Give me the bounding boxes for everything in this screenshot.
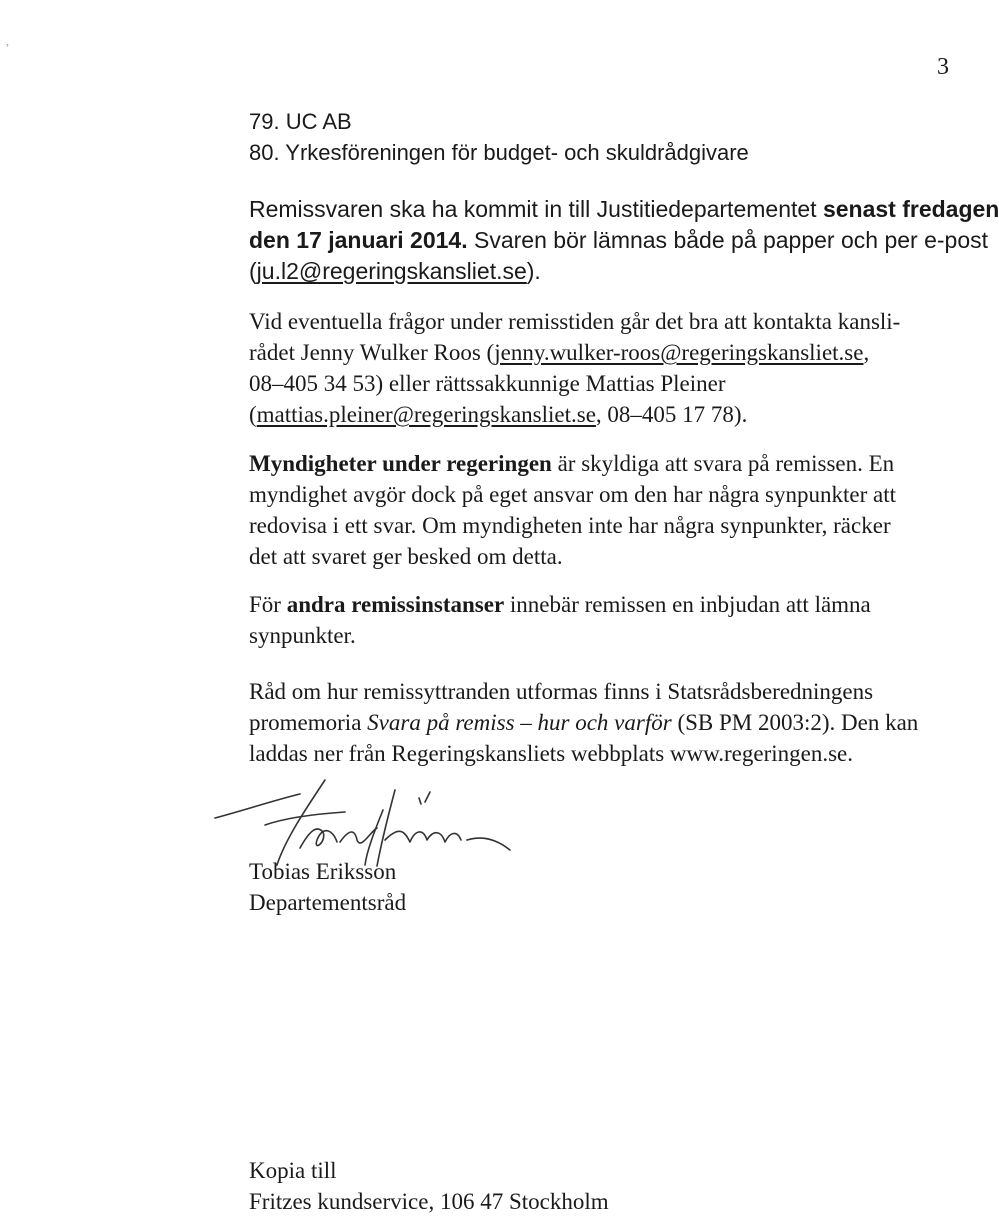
deadline-paragraph — [249, 194, 999, 287]
deadline-text: Svaren bör lämnas både på papper och per e-post — [467, 227, 989, 253]
contact-line: , 08–405 17 78). — [595, 402, 748, 427]
authorities-paragraph — [249, 448, 949, 572]
copy-recipient: Fritzes kundservice, 106 47 Stockholm — [249, 1189, 609, 1214]
contact-line: 08–405 34 53) eller rättssakkunnige Mattias Pleiner — [249, 371, 726, 396]
contact-line: rådet Jenny Wulker Roos ( — [249, 340, 495, 365]
email-link-ju[interactable]: ju.l2@regeringskansliet.se — [256, 258, 527, 284]
email-link-jenny[interactable]: jenny.wulker-roos@regeringskansliet.se — [494, 340, 864, 365]
others-paragraph — [249, 589, 949, 651]
signatory-title: Departementsråd — [249, 890, 407, 915]
punct: , — [863, 340, 870, 365]
advice-line: laddas ner från Regeringskansliets webbplats www.regeringen.se. — [249, 741, 853, 766]
copy-label: Kopia till — [249, 1158, 337, 1183]
paren: ). — [526, 258, 541, 284]
deadline-bold: senast fredagen — [822, 196, 999, 222]
authorities-line: myndighet avgör dock på eget ansvar om den har några synpunkter att — [249, 482, 896, 507]
advice-line: Råd om hur remissyttranden utformas finns i Statsrådsberedningens — [249, 679, 874, 704]
advice-text: (SB PM 2003:2). Den kan — [671, 710, 919, 735]
paren: ( — [249, 258, 257, 284]
signatory-name: Tobias Eriksson — [249, 859, 397, 884]
authorities-line: redovisa i ett svar. Om myndigheten inte har några synpunkter, räcker — [249, 513, 891, 538]
authorities-bold: Myndigheter under regeringen — [249, 451, 552, 476]
contact-line: Vid eventuella frågor under remisstiden går det bra att kontakta kansli- — [249, 309, 901, 334]
remiss-list — [249, 106, 949, 168]
publication-title: Svara på remiss – hur och varför — [367, 710, 672, 735]
authorities-line: det att svaret ger besked om detta. — [249, 544, 563, 569]
email-link-mattias[interactable]: mattias.pleiner@regeringskansliet.se — [256, 402, 596, 427]
others-text: För — [249, 592, 287, 617]
others-line: synpunkter. — [249, 623, 356, 648]
advice-paragraph — [249, 676, 949, 769]
authorities-text: är skyldiga att svara på remissen. En — [551, 451, 895, 476]
others-text: innebär remissen en inbjudan att lämna — [504, 592, 871, 617]
signatory — [249, 856, 949, 918]
page-number: 3 — [937, 54, 949, 80]
deadline-date: den 17 januari 2014. — [249, 227, 468, 253]
paren: ( — [249, 402, 257, 427]
advice-text: promemoria — [249, 710, 368, 735]
others-bold: andra remissinstanser — [286, 592, 505, 617]
contact-paragraph — [249, 306, 949, 430]
stray-mark: , — [6, 34, 9, 48]
deadline-text: Remissvaren ska ha kommit in till Justitiedepartementet — [249, 196, 823, 222]
copy-to — [249, 1155, 949, 1217]
list-item: 80. Yrkesföreningen för budget- och skuldrådgivare — [249, 140, 749, 165]
list-item: 79. UC AB — [249, 109, 352, 134]
